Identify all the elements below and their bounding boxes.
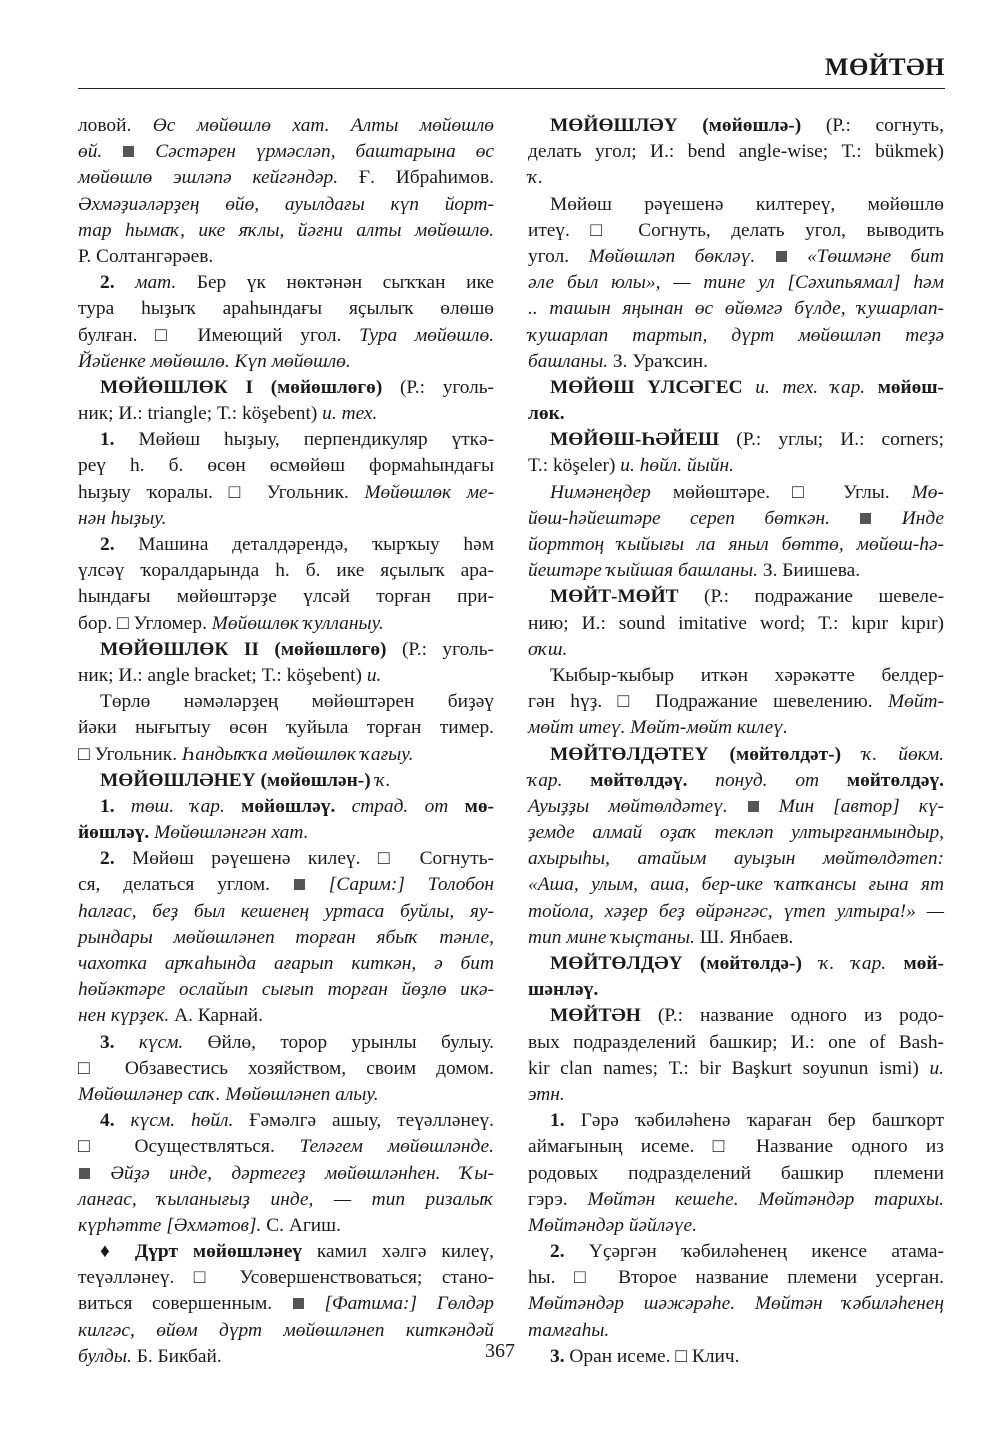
running-head-title: МӨЙТӘН (824, 54, 945, 81)
italic-text: и. (366, 664, 382, 686)
translation-marker-icon: □ (712, 1136, 738, 1158)
italic-text: Мөйтән кешеһе. Мөйтәндәр тарихы. (587, 1188, 944, 1210)
italic-text: нен күрҙек. (78, 1005, 175, 1027)
text-line (528, 192, 944, 218)
translation-marker-icon: □ (574, 1267, 600, 1289)
text-line (78, 977, 494, 1003)
italic-text: күсм. (138, 1031, 208, 1053)
italic-text: ҡ. (528, 167, 544, 189)
text: Б. Бикбай. (136, 1345, 222, 1367)
translation-marker-icon: □ (377, 848, 403, 870)
text: тура һыҙыҡ араһындағы яҫылыҡ өлөшө (78, 298, 494, 320)
text: йәки нығытыу өсөн ҡуйыла торған тимер. (78, 717, 494, 739)
italic-text: Мө- (911, 481, 944, 503)
text-line (78, 1030, 494, 1056)
text-line (78, 558, 494, 584)
italic-text: Мөйт- (887, 691, 944, 713)
italic-text: нән һыҙыу. (78, 507, 167, 529)
text: Согнуть- (402, 848, 494, 870)
text-line (78, 872, 494, 898)
text-line (528, 846, 944, 872)
italic-text: ҡар. (528, 769, 591, 791)
text-line (78, 611, 494, 637)
text: ♦ (100, 1241, 135, 1263)
translation-marker-icon: □ (617, 691, 640, 713)
text: А. Карнай. (174, 1005, 263, 1027)
italic-text: Һандыҡҡа мөйөшлөк ҡағыу. (181, 743, 414, 765)
italic-text: Мөйөшләнгән хат. (154, 822, 309, 844)
text: (Р.: подражание шевеле- (704, 586, 945, 608)
text-line (528, 872, 944, 898)
text: родовых подразделений башкир племени (528, 1162, 944, 1184)
text-line (78, 899, 494, 925)
text-line (78, 1239, 494, 1265)
text-line (78, 113, 494, 139)
italic-text: оҡш. (528, 638, 568, 660)
text: (Р.: согнуть, (825, 115, 944, 136)
text-line (78, 165, 494, 191)
translation-marker-icon: □ (228, 481, 252, 503)
text-line (78, 951, 494, 977)
bold-text: МӨЙӨШ ҮЛСӘГЕС (550, 376, 756, 398)
text: Ғ. Ибраһимов. (358, 167, 494, 189)
text: Оран исеме. (569, 1345, 676, 1367)
text: Төрлө нәмәләрҙең мөйөштәрен биҙәү (100, 691, 494, 713)
text-line (528, 1082, 944, 1108)
text: гэрэ. (528, 1188, 588, 1210)
text: С. Агиш. (266, 1214, 341, 1236)
bold-text: лөк. (528, 403, 565, 425)
italic-text: «Аша, улым, аша, бер-ике ҡапҡансы ғына ят (528, 874, 944, 896)
text-line (528, 165, 944, 191)
text-line (528, 218, 944, 244)
italic-text: Ауыҙҙы мөйтөлдәтеү. (528, 795, 747, 817)
text-line (528, 977, 944, 1003)
text-line (78, 453, 494, 479)
text: Үҫәргән ҡәбиләһенең икенсе атама- (588, 1241, 944, 1263)
bold-text: йөшләү. (78, 822, 155, 844)
text-line (78, 349, 494, 375)
text-line (78, 296, 494, 322)
text-line (78, 192, 494, 218)
text-line (78, 663, 494, 689)
italic-text: и. тех. ҡар. (755, 376, 878, 398)
bold-text: 4. (100, 1110, 131, 1132)
text: ник; И.: angle bracket; Т.: köşebent) (78, 664, 367, 686)
bold-text: 2. (100, 848, 132, 870)
text: Обзавестись хозяйством, своим домом. (104, 1057, 494, 1079)
text: Мөйөш һыҙыу, перпендикуляр үткә- (138, 429, 494, 451)
text: бор. (78, 612, 117, 634)
text: ловой. (78, 115, 153, 136)
italic-text: Мөйөшлөк ҡулланыу. (211, 612, 384, 634)
text-line (528, 715, 944, 741)
text: Угольник. (251, 481, 365, 503)
bold-text: МӨЙТӨЛДӘҮ (мөйтөлдә-) (550, 953, 820, 974)
text-line (78, 1213, 494, 1239)
bold-text: МӨЙӨШЛӘҮ (мөйөшлә-) (550, 115, 826, 136)
italic-text: [Сарим:] Толобон (305, 874, 495, 896)
text: Углы. (821, 481, 912, 503)
text: Ғәмәлгә ашыу, теүәлләнеү. (249, 1110, 494, 1132)
text-line (78, 715, 494, 741)
text: З. Биишева. (762, 560, 861, 582)
example-marker-icon (860, 513, 871, 524)
text-line (78, 768, 494, 794)
text-line (528, 558, 944, 584)
text: Т.: köşeler) (528, 455, 621, 477)
text: Ҡыбыр-ҡыбыр иткән хәрәкәтте белдер- (550, 664, 944, 686)
text-line (78, 506, 494, 532)
italic-text: ҡ. (375, 769, 391, 791)
bold-text: МӨЙӨШ-ҺӘЙЕШ (550, 429, 737, 451)
text: һыҙыу ҡоралы. (78, 481, 229, 503)
example-marker-icon (123, 146, 134, 157)
example-marker-icon (79, 1168, 90, 1179)
text-line (528, 323, 944, 349)
italic-text: күрһәтте [Әхмәтов]. (78, 1214, 267, 1236)
text-line (78, 1003, 494, 1029)
text-line (78, 1082, 494, 1108)
translation-marker-icon: □ (116, 612, 129, 634)
text: вых подразделений башкир; И.: one of Bash- (528, 1031, 944, 1053)
translation-marker-icon: □ (78, 743, 90, 765)
bold-text: мөйтөлдәү. (590, 769, 716, 791)
italic-text: Мөйөшлөк ме- (364, 481, 494, 503)
text-line (528, 899, 944, 925)
text-line (78, 218, 494, 244)
italic-text: һалғас, беҙ был кешенең уртаса буйлы, яу- (78, 900, 494, 922)
text-line (528, 1265, 944, 1291)
text-line (78, 480, 494, 506)
italic-text: чахотка арҡаһында ағарып киткән, ә бит (78, 953, 494, 974)
text: аймағының исеме. (528, 1136, 713, 1158)
bold-text: мө- (464, 795, 494, 817)
italic-text: и. тех. (322, 403, 378, 425)
translation-marker-icon: □ (193, 1267, 221, 1289)
text-line (528, 1187, 944, 1213)
text-line (528, 820, 944, 846)
bold-text: 1. (100, 795, 131, 817)
italic-text: ҡ. ҡар. (819, 953, 904, 974)
italic-text: Мин [автор] кү- (759, 795, 944, 817)
text-line (78, 584, 494, 610)
text-line (528, 1056, 944, 1082)
bold-text: 3. (100, 1031, 139, 1053)
translation-marker-icon: □ (792, 481, 822, 503)
text-line (78, 820, 494, 846)
text-line (78, 244, 494, 270)
italic-text: страд. от (351, 795, 465, 817)
bold-text: 2. (550, 1241, 589, 1263)
bold-text: 2. (100, 534, 139, 555)
italic-text: .. ташын яңынан өс өйөмгә бүлде, ҡушарлап- (528, 298, 944, 320)
text-line (78, 427, 494, 453)
italic-text: Мөйтәндәр йәйләүе. (528, 1214, 697, 1236)
bold-text: МӨЙТӘН (550, 1005, 658, 1027)
text-line (528, 375, 944, 401)
italic-text: Тура мөйөшлө. (359, 324, 494, 346)
text: (Р.: углы; И.: corners; (736, 429, 944, 451)
text-line (528, 584, 944, 610)
text-line (528, 1213, 944, 1239)
bold-text: МӨЙТӨЛДӘТЕҮ (мөйтөлдәт-) (550, 743, 863, 765)
text-line (78, 270, 494, 296)
left-column (78, 113, 494, 1370)
italic-text: өй. (78, 141, 123, 163)
text-line (528, 794, 944, 820)
example-marker-icon (294, 879, 305, 890)
text-line (78, 1134, 494, 1160)
translation-marker-icon: □ (78, 1057, 105, 1079)
italic-text: йөш-һәйештәре сереп бөткән. (528, 507, 860, 529)
italic-text: Мөйөшләп бөкләү. (588, 245, 775, 267)
text-line (528, 1134, 944, 1160)
text-line (78, 401, 494, 427)
text-line (528, 611, 944, 637)
text-line (528, 1291, 944, 1317)
text: Өйлө, торор урынлы булыу. (207, 1031, 494, 1053)
text: Подражание шевелению. (639, 691, 888, 713)
text: Клич. (687, 1345, 740, 1367)
italic-text: Нимәнеңдер (550, 481, 673, 503)
text-line (528, 401, 944, 427)
text: булған. (78, 324, 156, 346)
text: Мөйөш рәүешенә килтереү, мөйөшлө (550, 193, 944, 215)
bold-text: мөйтөлдәү. (846, 769, 944, 791)
text: угол. (528, 245, 589, 267)
text-line (78, 1187, 494, 1213)
text: виться совершенным. (78, 1293, 292, 1315)
text: һы. (528, 1267, 575, 1289)
text-line (528, 663, 944, 689)
text-line (528, 1003, 944, 1029)
text: һындағы мөйөштәрҙе үлсәй торған при- (78, 586, 494, 608)
italic-text: Инде (872, 507, 945, 529)
italic-text: һөйәктәре ослайып сығып торған йөҙлө икә- (78, 979, 494, 1001)
text-line (528, 506, 944, 532)
text-line (528, 1239, 944, 1265)
text: Ш. Янбаев. (699, 926, 794, 948)
italic-text: рындары мөйөшләнеп торған ябыҡ тәнле, (78, 926, 494, 948)
italic-text: мат. (135, 272, 197, 294)
bold-text: 1. (100, 429, 139, 451)
text-line (78, 689, 494, 715)
text: реү һ. б. өсөн өсмөйөш формаһындағы (78, 455, 494, 477)
text: гән һүҙ. (528, 691, 618, 713)
text: Название одного из (737, 1136, 944, 1158)
italic-text: ланғас, ҡыланығыҙ инде, — тип ризалыҡ (78, 1188, 494, 1210)
text: З. Ураҡсин. (612, 350, 708, 372)
italic-text: Йәйенке мөйөшлө. Күп мөйөшлө. (78, 350, 351, 372)
example-marker-icon (776, 251, 787, 262)
italic-text: Әйҙә инде, дәртегеҙ мөйөшләнһен. Ҡы- (91, 1162, 494, 1184)
page-number: 367 (485, 1340, 515, 1362)
italic-text: ҡ. йөкм. (862, 743, 944, 765)
text-line (78, 637, 494, 663)
text-line (528, 1161, 944, 1187)
italic-text: булды. (78, 1345, 137, 1367)
bold-text: МӨЙӨШЛӨК II (мөйөшлөгө) (100, 638, 402, 660)
text: Осуществляться. (109, 1136, 300, 1158)
text-line (528, 637, 944, 663)
text: мөйөштәре. (672, 481, 793, 503)
bold-text: 2. (100, 272, 136, 294)
text: үлсәү ҡоралдарында һ. б. ике яҫылыҡ ара- (78, 560, 494, 582)
italic-text: мөйт итеү. Мөйт-мөйт килеү. (528, 717, 788, 739)
text-line (78, 139, 494, 165)
bold-text: МӨЙТ-МӨЙТ (550, 586, 705, 608)
italic-text: ҙемде алмай оҙаҡ текләп ултырғанмындыр, (528, 822, 944, 844)
text-line (528, 349, 944, 375)
translation-marker-icon: □ (155, 324, 180, 346)
text: Согнуть, делать угол, выводить (617, 219, 944, 241)
italic-text: башланы. (528, 350, 613, 372)
text-line (528, 951, 944, 977)
italic-text: ахырыһы, атайым ауыҙын мөйтөлдәтеп: (528, 848, 944, 870)
italic-text: мөйөшлө эшләпә кейгәндәр. (78, 167, 359, 189)
text: нию; И.: sound imitative word; Т.: kıpır kıpır) (528, 612, 944, 634)
italic-text: тойола, хәҙер беҙ өйрәнгәс, үтеп ултыра!» — (528, 900, 944, 922)
text-line (528, 768, 944, 794)
bold-text: МӨЙӨШЛӘНЕҮ (мөйөшлән-) (100, 769, 376, 791)
text: (Р.: уголь- (401, 638, 494, 660)
text: ник; И.: triangle; Т.: köşebent) (78, 403, 323, 425)
italic-text: ҡушарлап тартып, дүрт мөйөшләп теҙә (528, 324, 944, 346)
text-line (78, 794, 494, 820)
italic-text: Әхмәҙиәләрҙең өйө, ауылдағы күп йорт- (78, 193, 494, 215)
italic-text: тамғаһы. (528, 1319, 610, 1341)
text-line (528, 270, 944, 296)
text-line (78, 323, 494, 349)
text: итеү. (528, 219, 591, 241)
text: Угольник. (89, 743, 182, 765)
translation-marker-icon: □ (590, 219, 618, 241)
text-line (528, 480, 944, 506)
text: Имеющий угол. (179, 324, 360, 346)
text-line (78, 1291, 494, 1317)
bold-text: шәнләү. (528, 979, 599, 1001)
text: Гәрә ҡәбиләһенә ҡараған бер башҡорт (580, 1110, 944, 1132)
text: Второе название племени усерган. (599, 1267, 944, 1289)
example-marker-icon (748, 801, 759, 812)
text-line (78, 532, 494, 558)
bold-text: мөйөшләү. (241, 795, 352, 817)
italic-text: тип мине ҡыҫтаны. (528, 926, 700, 948)
text: делать угол; И.: bend angle-wise; Т.: bükmek) (528, 141, 944, 163)
italic-text: [Фатима:] Гөлдәр (304, 1293, 494, 1315)
bold-text: МӨЙӨШЛӨК I (мөйөшлөгө) (100, 376, 401, 398)
text-line (78, 1265, 494, 1291)
text: теүәлләнеү. (78, 1267, 194, 1289)
translation-marker-icon: □ (78, 1136, 110, 1158)
bold-text: мөй- (903, 953, 944, 974)
text-line (78, 375, 494, 401)
italic-text: Теләгем мөйөшләнде. (299, 1136, 494, 1158)
text: (Р.: название одного из родо- (657, 1005, 944, 1027)
italic-text: әле был юлы», — тине ул [Сәхипьямал] һәм (528, 272, 944, 294)
text: Р. Солтангәрәев. (78, 245, 214, 267)
italic-text: төш. ҡар. (130, 795, 242, 817)
italic-text: Сәстәрен үрмәсләп, баштарына өс (135, 141, 494, 163)
italic-text: этн. (528, 1083, 565, 1105)
text-line (528, 1108, 944, 1134)
text-line (78, 742, 494, 768)
text-line (528, 453, 944, 479)
italic-text: понуд. от (715, 769, 847, 791)
text-line (528, 742, 944, 768)
italic-text: и. һөйл. йыйн. (620, 455, 734, 477)
italic-text: «Төшмәне бит (787, 245, 944, 267)
text-line (78, 1056, 494, 1082)
italic-text: тар һымаҡ, ике яҡлы, йәғни алты мөйөшлө. (78, 219, 494, 241)
bold-text: 3. (550, 1345, 570, 1367)
text: (Р.: уголь- (400, 376, 494, 398)
text-line (78, 846, 494, 872)
text-line (528, 532, 944, 558)
text-line (528, 925, 944, 951)
text: ся, делаться углом. (78, 874, 293, 896)
text: Машина деталдәрендә, ҡырҡыу һәм (138, 534, 494, 555)
header-rule (78, 88, 945, 89)
text-line (78, 925, 494, 951)
text-line (528, 427, 944, 453)
text: kir clan names; Т.: bir Başkurt soyunun ismi) (528, 1057, 930, 1079)
right-column (528, 113, 944, 1370)
italic-text: килгәс, өйөм дүрт мөйөшләнеп киткәндәй (78, 1319, 494, 1341)
text-line (528, 689, 944, 715)
text: Бер үк нөктәнән сыҡҡан ике (196, 272, 494, 294)
italic-text: Мөйөшләнер саҡ. Мөйөшләнеп алыу. (78, 1083, 379, 1105)
text-line (528, 1030, 944, 1056)
text: камил хәлгә килеү, (316, 1241, 494, 1263)
bold-text: мөйөш- (877, 376, 944, 398)
text-line (528, 296, 944, 322)
italic-text: күсм. һөйл. (130, 1110, 250, 1132)
translation-marker-icon: □ (675, 1345, 688, 1367)
text-line (528, 139, 944, 165)
text: Угломер. (128, 612, 212, 634)
italic-text: и. (929, 1057, 944, 1079)
bold-text: Дүрт мөйөшләнеү (134, 1241, 317, 1263)
text-line (528, 113, 944, 139)
italic-text: Өс мөйөшлө хат. Алты мөйөшлө (152, 115, 494, 136)
text-line (78, 1161, 494, 1187)
italic-text: йештәре ҡыйшая башланы. (528, 560, 763, 582)
text-line (528, 244, 944, 270)
text-line (78, 1108, 494, 1134)
text: Усовершенствоваться; стано- (220, 1267, 494, 1289)
italic-text: йорттоң ҡыйығы ла яныл бөттө, мөйөш-һә- (528, 534, 944, 555)
bold-text: 1. (550, 1110, 581, 1132)
example-marker-icon (293, 1298, 304, 1309)
text: Мөйөш рәүешенә килеү. (131, 848, 378, 870)
italic-text: Мөйтәндәр шәжәрәһе. Мөйтән ҡәбиләһенең (528, 1293, 944, 1315)
